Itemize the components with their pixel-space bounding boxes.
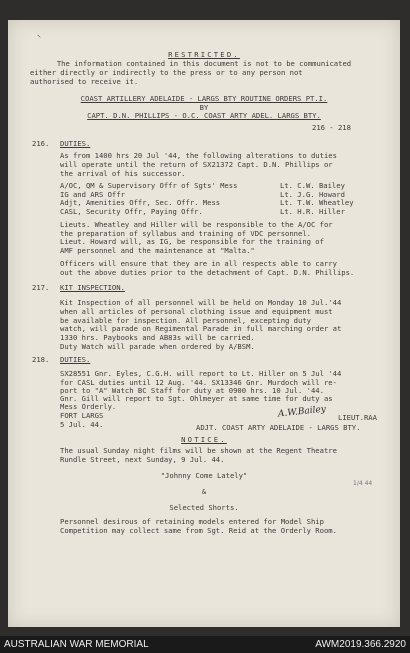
duty-item: IG and ARS Offr bbox=[60, 190, 125, 199]
paragraph-line: port to "A" Watch BC Staff for duty at 0900 hrs. 10 Jul. '44. bbox=[60, 386, 324, 395]
notice-line-3: authorised to receive it. bbox=[30, 77, 139, 86]
duty-officer: Lt. T.W. Wheatley bbox=[280, 198, 354, 207]
paragraph-line: will operate until the return of SX21372 Capt. D.N. Phillips or bbox=[60, 160, 333, 169]
paragraph-line: Duty Watch will parade when ordered by A/BSM. bbox=[60, 342, 255, 351]
signatory-rank: LIEUT.RAA bbox=[338, 413, 377, 422]
selected-shorts: Selected Shorts. bbox=[169, 503, 239, 512]
place-line: FORT LARGS bbox=[60, 411, 104, 420]
duty-item: Adjt, Amenities Offr, Sec. Offr. Mess bbox=[60, 198, 221, 207]
duty-officer: Lt. C.W. Bailey bbox=[280, 181, 345, 190]
paragraph-line: for CASL duties until 12 Aug. '44. SX13346 Gnr. Murdoch will re- bbox=[60, 378, 337, 387]
order-heading: KIT INSPECTION. bbox=[60, 283, 125, 292]
paragraph-line: the arrival of his successor. bbox=[60, 169, 186, 178]
paragraph-line: out the above duties prior to the detachment of Capt. D.N. Phillips. bbox=[60, 268, 355, 277]
notice-closing-line: Personnel desirous of retaining models entered for Model Ship bbox=[60, 517, 324, 526]
restricted-heading: RESTRICTED. bbox=[168, 50, 240, 59]
punch-hole-mark: ⸜ bbox=[37, 30, 41, 39]
duty-item: A/OC, QM & Supervisory Offr of Sgts' Mess bbox=[60, 181, 238, 190]
order-heading: DUTIES. bbox=[60, 355, 91, 364]
paragraph-line: AMF personnel and the maintenance at "Malta." bbox=[60, 246, 255, 255]
notice-line: Rundle Street, next Sunday, 9 Jul. 44. bbox=[60, 455, 225, 464]
order-number: 216. bbox=[32, 139, 50, 148]
paragraph-line: Kit Inspection of all personnel will be held on Monday 10 Jul.'44 bbox=[60, 298, 342, 307]
date-line: 5 Jul. 44. bbox=[60, 420, 104, 429]
commanding-officer-title: CAPT. D.N. PHILLIPS - O.C. COAST ARTY ADEL. LARGS BTY. bbox=[87, 111, 321, 120]
ampersand: & bbox=[201, 487, 207, 496]
order-number: 218. bbox=[32, 355, 50, 364]
order-heading: DUTIES. bbox=[60, 139, 91, 148]
paragraph-line: the preparation of syllabus and training of VDC personnel. bbox=[60, 229, 311, 238]
duty-officer: Lt. H.R. Hiller bbox=[280, 207, 345, 216]
routine-orders-title: COAST ARTILLERY ADELAIDE - LARGS BTY ROUTINE ORDERS PT.I. bbox=[80, 94, 328, 103]
paragraph-line: Gnr. Gill will report to Sgt. Ohlmeyer at same time for duty as bbox=[60, 394, 333, 403]
signatory-title: ADJT. COAST ARTY ADELAIDE - LARGS BTY. bbox=[196, 423, 361, 432]
paragraph-line: As from 1400 hrs 20 Jul '44, the following alterations to duties bbox=[60, 151, 337, 160]
order-number: 217. bbox=[32, 283, 50, 292]
paragraph-line: SX28551 Gnr. Eyles, C.G.H. will report to Lt. Hiller on 5 Jul '44 bbox=[60, 369, 342, 378]
notice-line-2: either directly or indirectly to the press or to any person not bbox=[30, 68, 303, 77]
duty-officer: Lt. J.G. Howard bbox=[280, 190, 345, 199]
paragraph-line: when all articles of personal clothing issue and equipment must bbox=[60, 307, 333, 316]
pencil-annotation: 1/4 44 bbox=[353, 480, 373, 487]
film-title: "Johnny Come Lately" bbox=[160, 471, 248, 480]
notice-heading: NOTICE. bbox=[181, 435, 227, 444]
paragraph-line: be available for inspection. All personnel, excepting duty bbox=[60, 316, 311, 325]
notice-line-1: The information contained in this document is not to be communicated bbox=[56, 59, 352, 68]
institution-name: AUSTRALIAN WAR MEMORIAL bbox=[4, 639, 149, 650]
handwritten-signature: A.W.Bailey bbox=[277, 404, 327, 420]
duty-item: CASL, Security Offr, Paying Offr. bbox=[60, 207, 203, 216]
paragraph-line: Lieut. Howard will, as IG, be responsible for the training of bbox=[60, 237, 324, 246]
paragraph-line: Lieuts. Wheatley and Hiller will be responsible to the A/OC for bbox=[60, 220, 333, 229]
footer-bar bbox=[0, 636, 410, 653]
accession-number: AWM2019.366.2920 bbox=[315, 639, 406, 650]
order-range: 216 - 218 bbox=[312, 123, 351, 132]
paragraph-line: Mess Orderly. bbox=[60, 402, 117, 411]
paragraph-line: 1330 hrs. Paybooks and AB83s will be carried. bbox=[60, 333, 255, 342]
notice-line: The usual Sunday night films will be shown at the Regent Theatre bbox=[60, 446, 337, 455]
title-by: BY bbox=[199, 103, 209, 112]
document-page bbox=[8, 20, 400, 627]
notice-closing-line: Competition may collect same from Sgt. Reid at the Orderly Room. bbox=[60, 526, 337, 535]
paragraph-line: Officers will ensure that they are in all respects able to carry bbox=[60, 259, 337, 268]
paragraph-line: watch, will parade on Regimental Parade in full marching order at bbox=[60, 324, 342, 333]
